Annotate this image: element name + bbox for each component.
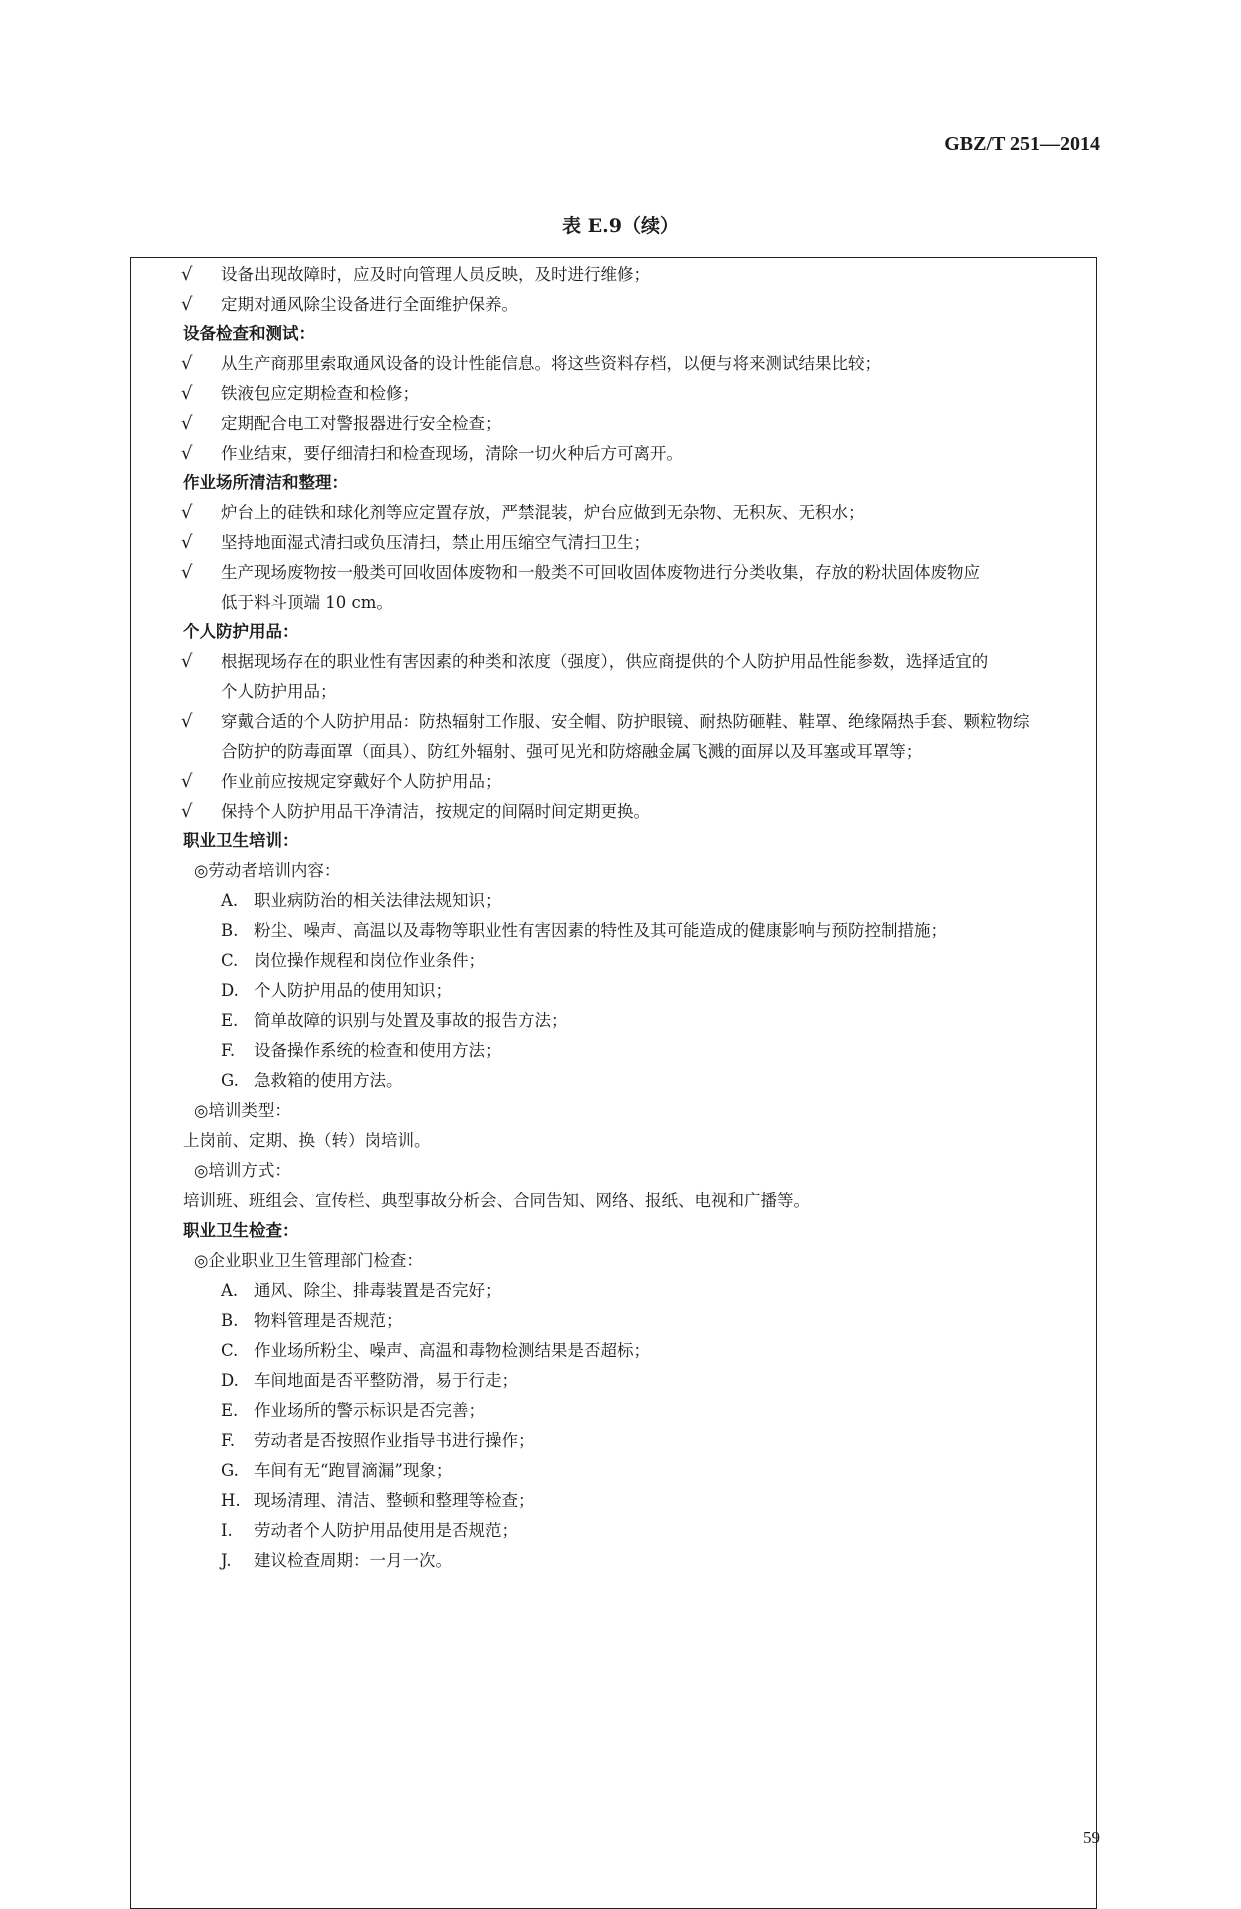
check-icon: √ (181, 532, 193, 553)
item-text: 职业病防治的相关法律法规知识； (254, 891, 502, 910)
item-text: 设备操作系统的检查和使用方法； (254, 1041, 502, 1060)
heading-equipment-testing: 设备检查和测试： (183, 324, 315, 343)
check-icon: √ (181, 413, 193, 434)
item-letter: A. (221, 1281, 239, 1300)
list-item-text: 穿戴合适的个人防护用品：防热辐射工作服、安全帽、防护眼镜、耐热防砸鞋、鞋罩、绝缘隔热手套、颗粒物综 (221, 712, 1030, 731)
item-text: 车间地面是否平整防滑，易于行走； (254, 1371, 518, 1390)
list-item-text: 作业结束，要仔细清扫和检查现场，清除一切火种后方可离开。 (221, 444, 683, 463)
training-method-label: ◎培训方式： (194, 1161, 291, 1180)
check-icon: √ (181, 353, 193, 374)
list-item-text: 合防护的防毒面罩（面具）、防红外辐射、强可见光和防熔融金属飞溅的面屏以及耳塞或耳罩等； (221, 742, 923, 761)
item-text: 作业场所的警示标识是否完善； (254, 1401, 485, 1420)
item-text: 个人防护用品的使用知识； (254, 981, 452, 1000)
list-item-text: 炉台上的硅铁和球化剂等应定置存放，严禁混装，炉台应做到无杂物、无积灰、无积水； (221, 503, 865, 522)
item-text: 岗位操作规程和岗位作业条件； (254, 951, 485, 970)
list-item-text: 低于料斗顶端 10 cm。 (221, 593, 393, 612)
item-letter: C. (221, 1341, 239, 1360)
check-icon: √ (181, 502, 193, 523)
check-icon: √ (181, 294, 193, 315)
list-item-text: 定期对通风除尘设备进行全面维护保养。 (221, 295, 518, 314)
item-text: 通风、除尘、排毒装置是否完好； (254, 1281, 502, 1300)
standard-code: GBZ/T 251—2014 (944, 133, 1100, 155)
training-method-text: 培训班、班组会、宣传栏、典型事故分析会、合同告知、网络、报纸、电视和广播等。 (183, 1191, 810, 1210)
heading-inspection: 职业卫生检查： (183, 1221, 299, 1240)
list-item-text: 铁液包应定期检查和检修； (221, 384, 419, 403)
list-item-text: 根据现场存在的职业性有害因素的种类和浓度（强度），供应商提供的个人防护用品性能参数，选择适宜的 (221, 652, 989, 671)
check-icon: √ (181, 771, 193, 792)
item-text: 现场清理、清洁、整顿和整理等检查； (254, 1491, 535, 1510)
item-letter: A. (221, 891, 239, 910)
item-letter: I. (221, 1521, 233, 1540)
table-caption: 表 E.9（续） (562, 215, 679, 237)
check-icon: √ (181, 562, 193, 583)
item-text: 车间有无“跑冒滴漏”现象； (254, 1461, 453, 1480)
item-text: 简单故障的识别与处置及事故的报告方法； (254, 1011, 568, 1030)
item-letter: B. (221, 921, 239, 940)
item-letter: B. (221, 1311, 239, 1330)
heading-training: 职业卫生培训： (183, 831, 299, 850)
item-letter: F. (221, 1431, 236, 1450)
check-icon: √ (181, 264, 193, 285)
item-text: 建议检查周期：一月一次。 (254, 1551, 452, 1570)
list-item-text: 从生产商那里索取通风设备的设计性能信息。将这些资料存档，以便与将来测试结果比较； (221, 354, 881, 373)
check-icon: √ (181, 383, 193, 404)
list-item-text: 保持个人防护用品干净清洁，按规定的间隔时间定期更换。 (221, 802, 650, 821)
item-letter: C. (221, 951, 239, 970)
item-letter: E. (221, 1401, 239, 1420)
list-item-text: 坚持地面湿式清扫或负压清扫，禁止用压缩空气清扫卫生； (221, 533, 650, 552)
heading-ppe: 个人防护用品： (183, 622, 299, 641)
item-letter: F. (221, 1041, 236, 1060)
item-text: 劳动者个人防护用品使用是否规范； (254, 1521, 518, 1540)
table-frame (130, 257, 1097, 1909)
item-letter: G. (221, 1071, 239, 1090)
list-item-text: 作业前应按规定穿戴好个人防护用品； (221, 772, 502, 791)
heading-workplace-cleaning: 作业场所清洁和整理： (183, 473, 348, 492)
check-icon: √ (181, 801, 193, 822)
item-letter: E. (221, 1011, 239, 1030)
list-item-text: 设备出现故障时，应及时向管理人员反映，及时进行维修； (221, 265, 650, 284)
item-text: 急救箱的使用方法。 (254, 1071, 403, 1090)
training-type-text: 上岗前、定期、换（转）岗培训。 (183, 1131, 431, 1150)
list-item-text: 个人防护用品； (221, 682, 337, 701)
item-letter: H. (221, 1491, 241, 1510)
item-letter: D. (221, 981, 239, 1000)
item-letter: D. (221, 1371, 239, 1390)
check-icon: √ (181, 711, 193, 732)
item-text: 物料管理是否规范； (254, 1311, 403, 1330)
check-icon: √ (181, 443, 193, 464)
item-text: 作业场所粉尘、噪声、高温和毒物检测结果是否超标； (254, 1341, 650, 1360)
inspection-dept-label: ◎企业职业卫生管理部门检查： (194, 1251, 423, 1270)
page-number: 59 (1083, 1828, 1100, 1847)
list-item-text: 定期配合电工对警报器进行安全检查； (221, 414, 502, 433)
item-text: 劳动者是否按照作业指导书进行操作； (254, 1431, 535, 1450)
training-content-label: ◎劳动者培训内容： (194, 861, 341, 880)
training-type-label: ◎培训类型： (194, 1101, 291, 1120)
item-letter: G. (221, 1461, 239, 1480)
item-letter: J. (221, 1551, 232, 1570)
item-text: 粉尘、噪声、高温以及毒物等职业性有害因素的特性及其可能造成的健康影响与预防控制措施； (254, 921, 947, 940)
list-item-text: 生产现场废物按一般类可回收固体废物和一般类不可回收固体废物进行分类收集，存放的粉状固体废物应 (221, 563, 980, 582)
check-icon: √ (181, 651, 193, 672)
